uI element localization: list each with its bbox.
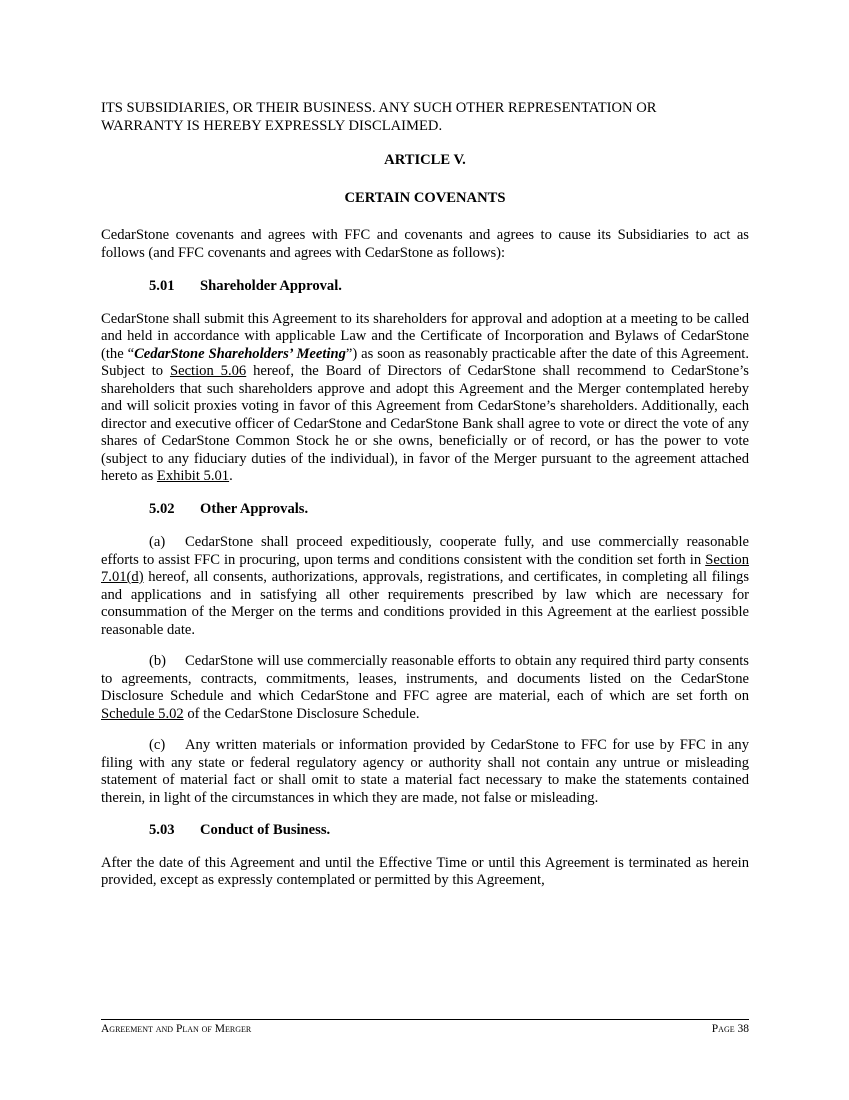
cross-reference: Schedule 5.02 xyxy=(101,705,184,722)
section-5-02-c: (c) Any written materials or information provided by CedarStone to FFC for use by FFC in any filing with any state or federal regulatory agency or authority shall not contain any untrue or misleading statement of material fact or shall omit to state a material fact necessary to make the statements contained therein, in light of the circumstances in which they are made, not false or misleading. xyxy=(101,737,749,806)
section-5-02-a: (a) CedarStone shall proceed expeditiously, cooperate fully, and use commercially reasonable efforts to assist FFC in procuring, upon terms and conditions consistent with the condition set forth in Section 7.01(d) hereof, all consents, authorizations, approvals, registrations, and certificates, in completing all filings and applications and in satisfying all other requirements prescribed by law which are necessary for consummation of the Merger on the terms and conditions provided in this Agreement at the earliest possible reasonable date. xyxy=(101,534,749,638)
cross-reference: Section 7.01(d) xyxy=(101,551,749,585)
section-5-03-body: After the date of this Agreement and until the Effective Time or until this Agreement is terminated as herein provided, except as expressly contemplated or permitted by this Agreement, xyxy=(101,854,749,888)
footer-page-number: Page 38 xyxy=(711,1023,749,1035)
cross-reference: Exhibit 5.01 xyxy=(156,468,230,484)
section-5-01-body: CedarStone shall submit this Agreement to its shareholders for approval and adoption at a meeting to be called and held in accordance with applicable Law and the Certificate of Incorporation and Bylaws of CedarStone (the “CedarStone Shareholders’ Meeting”) as soon as reasonably practicable after the date of this Agreement. Subject to Section 5.06 hereof, the Board of Directors of CedarStone shall recommend to CedarStone’s shareholders that such shareholders approve and adopt this Agreement and the Merger contemplated hereby and will solicit proxies voting in favor of this Agreement from CedarStone’s shareholders. Additionally, each director and executive officer of CedarStone and CedarStone Bank shall agree to vote or direct the vote of any shares of CedarStone Common Stock he or she owns, beneficially or of record, or has the power to vote (subject to any fiduciary duties of the individual), in favor of the Merger pursuant to the agreement attached hereto as Exhibit 5.01. xyxy=(101,310,749,484)
section-number: 5.02 xyxy=(149,500,175,517)
article-number: ARTICLE V. xyxy=(384,152,466,168)
page-body xyxy=(101,100,749,890)
intro-line-2: WARRANTY IS HEREBY EXPRESSLY DISCLAIMED. xyxy=(101,117,443,134)
section-5-02-heading xyxy=(101,501,749,519)
footer-rule xyxy=(101,1019,749,1020)
intro-text xyxy=(101,100,749,135)
section-5-02-b: (b) CedarStone will use commercially reasonable efforts to obtain any required third party consents to agreements, contracts, commitments, leases, instruments, and documents listed on the CedarStone Disclosure Schedule and which CedarStone and FFC agree are material, each of which are set forth on Schedule 5.02 of the CedarStone Disclosure Schedule. xyxy=(101,653,749,722)
cross-reference: Section 5.06 xyxy=(169,363,247,379)
section-5-01-heading xyxy=(101,278,749,296)
defined-term: CedarStone Shareholders’ Meeting xyxy=(134,345,346,362)
item-label: (a) xyxy=(149,534,166,550)
section-title: Shareholder Approval. xyxy=(200,278,342,294)
article-preamble: CedarStone covenants and agrees with FFC and covenants and agrees to cause its Subsidiaries to act as follows (and FFC covenants and agrees with CedarStone as follows): xyxy=(101,227,749,261)
section-title: Conduct of Business. xyxy=(200,822,331,838)
page-footer xyxy=(101,1022,749,1036)
item-label: (c) xyxy=(149,737,166,753)
item-label: (b) xyxy=(149,653,167,669)
section-number: 5.03 xyxy=(149,822,175,838)
section-title: Other Approvals. xyxy=(200,500,309,517)
intro-line-1: ITS SUBSIDIARIES, OR THEIR BUSINESS. ANY SUCH OTHER REPRESENTATION OR xyxy=(101,100,657,116)
footer-document-title: Agreement and Plan of Merger xyxy=(101,1023,252,1035)
section-number: 5.01 xyxy=(149,278,175,294)
section-5-03-heading xyxy=(101,822,749,840)
article-title: CERTAIN COVENANTS xyxy=(344,189,506,206)
